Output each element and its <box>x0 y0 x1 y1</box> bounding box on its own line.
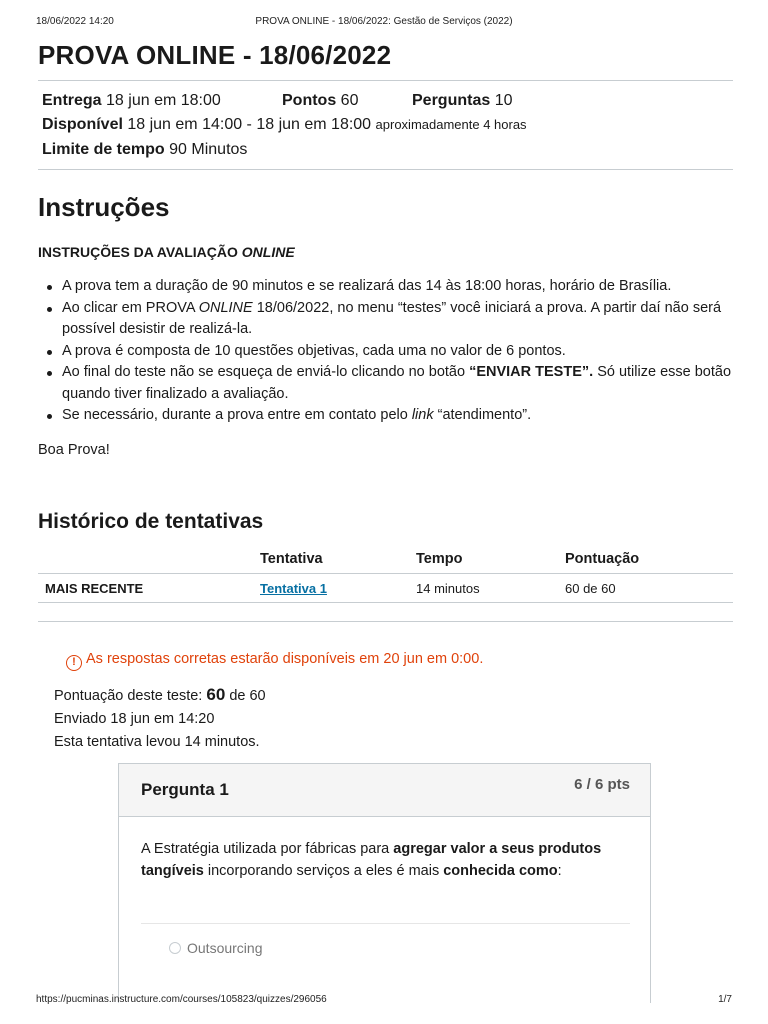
instructions-list <box>62 276 742 427</box>
divider <box>38 80 733 81</box>
option-divider <box>141 923 630 924</box>
column-header-score: Pontuação <box>565 551 640 567</box>
page-number: 1/7 <box>718 994 732 1005</box>
attempt-duration: Esta tentativa levou 14 minutos. <box>54 734 260 750</box>
instructions-heading: INSTRUÇÕES DA AVALIAÇÃO ONLINE <box>38 244 295 260</box>
print-datetime: 18/06/2022 14:20 <box>36 16 114 27</box>
score-value: 60 <box>206 685 226 704</box>
attempt-time: 14 minutos <box>416 581 480 596</box>
due-value: 18 jun em 18:00 <box>106 92 221 109</box>
submitted-at: Enviado 18 jun em 14:20 <box>54 711 215 727</box>
column-header-attempt: Tentativa <box>260 551 323 567</box>
question-points: 6 / 6 pts <box>574 776 630 793</box>
time-limit-label: Limite de tempo <box>42 141 165 158</box>
available-label: Disponível <box>42 116 123 133</box>
questions-meta <box>412 92 513 110</box>
time-limit-value: 90 Minutos <box>169 141 248 158</box>
row-label: MAIS RECENTE <box>45 581 144 596</box>
list-item: A prova tem a duração de 90 minutos e se realizará das 14 às 18:00 horas, horário de Brasília. <box>62 276 742 298</box>
divider <box>38 169 733 170</box>
page-title: PROVA ONLINE - 18/06/2022 <box>38 40 392 70</box>
radio-icon <box>169 942 181 954</box>
score-summary: Pontuação deste teste: 60 de 60 <box>54 685 266 704</box>
answers-notice <box>66 651 483 671</box>
column-header-time: Tempo <box>416 551 463 567</box>
closing-text: Boa Prova! <box>38 442 110 458</box>
points-meta <box>282 92 358 110</box>
points-value: 60 <box>340 92 359 109</box>
print-doc-title: PROVA ONLINE - 18/06/2022: Gestão de Serviços (2022) <box>255 16 513 27</box>
questions-value: 10 <box>494 92 513 109</box>
print-header <box>36 16 732 30</box>
answer-option[interactable] <box>169 940 262 956</box>
available-value: 18 jun em 14:00 - 18 jun em 18:00 <box>127 116 372 133</box>
instructions-title: Instruções <box>38 192 170 222</box>
questions-label: Perguntas <box>412 92 491 109</box>
available-note: aproximadamente 4 horas <box>375 117 527 132</box>
list-item: A prova é composta de 10 questões objetivas, cada uma no valor de 6 pontos. <box>62 341 742 363</box>
attempt-score: 60 de 60 <box>565 581 616 596</box>
notice-text: As respostas corretas estarão disponíveis em 20 jun em 0:00. <box>86 651 484 667</box>
table-divider <box>38 573 733 574</box>
question-header <box>119 764 650 817</box>
divider <box>38 621 733 622</box>
list-item: Se necessário, durante a prova entre em contato pelo link “atendimento”. <box>62 405 742 427</box>
list-item: Ao final do teste não se esqueça de enviá-lo clicando no botão “ENVIAR TESTE”. Só utilize esse botão quando tiver finalizado a avaliação. <box>62 362 742 405</box>
due-label: Entrega <box>42 92 102 109</box>
print-footer <box>36 994 732 1008</box>
quiz-meta-row-1 <box>42 92 221 110</box>
question-text: A Estratégia utilizada por fábricas para agregar valor a seus produtos tangíveis incorporando serviços a eles é mais conhecida como: <box>141 841 602 879</box>
option-label: Outsourcing <box>187 940 263 956</box>
alert-icon: ! <box>66 655 82 671</box>
attempt-link[interactable]: Tentativa 1 <box>260 581 327 596</box>
quiz-meta-row-2 <box>42 116 527 134</box>
points-label: Pontos <box>282 92 337 109</box>
question-card <box>118 763 651 1003</box>
page-url: https://pucminas.instructure.com/courses/105823/quizzes/296056 <box>36 994 327 1005</box>
question-title: Pergunta 1 <box>141 780 229 799</box>
table-divider <box>38 602 733 603</box>
history-title: Histórico de tentativas <box>38 510 264 533</box>
list-item: Ao clicar em PROVA ONLINE 18/06/2022, no menu “testes” você iniciará a prova. A partir daí não será possível desistir de realizá-la. <box>62 298 742 341</box>
quiz-meta-row-3 <box>42 141 247 159</box>
